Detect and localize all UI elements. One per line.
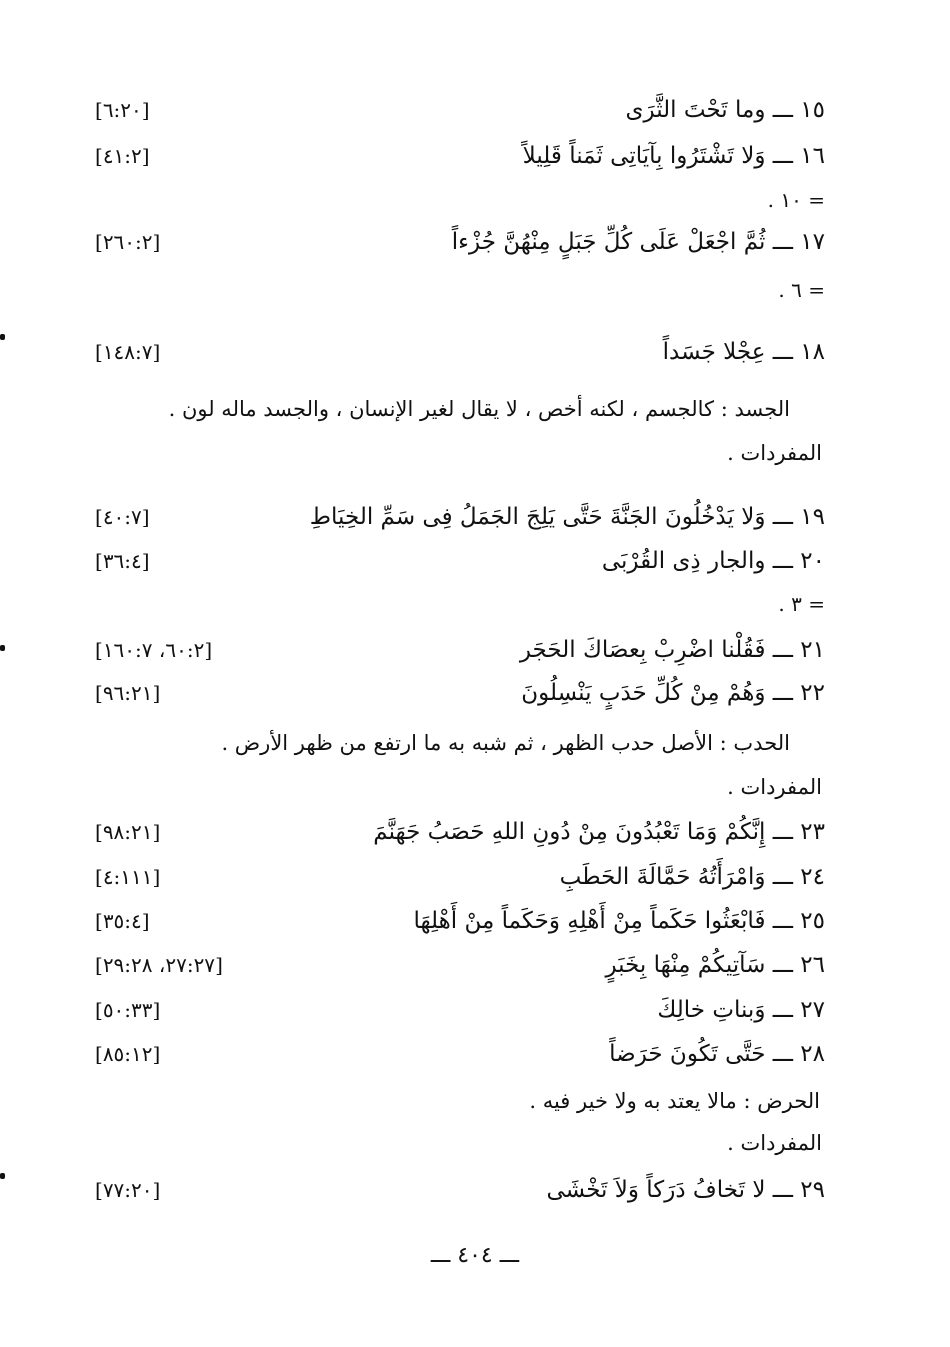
verse-text: ٢٢ ـــ وَهُمْ مِنْ كُلِّ حَدَبٍ يَنْسِلُونَ xyxy=(521,680,825,706)
verse-text: ١٧ ـــ ثُمَّ اجْعَلْ عَلَى كُلِّ جَبَلٍ مِنْهُنَّ جُزْءاً xyxy=(451,229,825,255)
scan-edge-mark xyxy=(0,334,5,340)
verse-reference: [٩٨:٢١] xyxy=(95,820,161,844)
verse-reference: [٤١:٢] xyxy=(95,144,150,168)
verse-reference: [٦:٢٠] xyxy=(95,98,150,122)
verse-text: ١٥ ـــ وما تَحْتَ الثَّرَى xyxy=(625,97,825,123)
verse-text: ٢٨ ـــ حَتَّى تَكُونَ حَرَضاً xyxy=(609,1041,825,1067)
definition-jasad: الجسد : كالجسم ، لكنه أخص ، لا يقال لغير الإنسان ، والجسد ماله لون . xyxy=(168,397,790,421)
verse-text: ٢٥ ـــ فَابْعَثُوا حَكَماً مِنْ أَهْلِهِ وَحَكَماً مِنْ أَهْلِهَا xyxy=(413,908,825,934)
source-note: المفردات . xyxy=(727,775,822,799)
verse-entry-28 xyxy=(95,1034,825,1074)
verse-entry-29 xyxy=(95,1170,825,1210)
verse-text: ١٦ ـــ وَلا تَشْتَرُوا بِآيَاتِى ثَمَناً قَلِيلاً xyxy=(522,143,825,169)
verse-reference: [٥٠:٣٣] xyxy=(95,998,161,1022)
verse-text: ٢٧ ـــ وَبناتِ خالِكَ xyxy=(657,997,825,1023)
verse-text: ٢١ ـــ فَقُلْنا اضْرِبْ بِعصَاكَ الحَجَر xyxy=(519,637,825,663)
verse-reference: [٤٠:٧] xyxy=(95,505,150,529)
verse-text: ١٩ ـــ وَلا يَدْخُلُونَ الجَنَّةَ حَتَّى يَلِجَ الجَمَلُ فِى سَمِّ الخِيَاطِ xyxy=(309,504,825,530)
verse-text: ٢٣ ـــ إِنَّكُمْ وَمَا تَعْبُدُونَ مِنْ دُونِ اللهِ حَصَبُ جَهَنَّمَ xyxy=(373,819,825,845)
definition-hadab: الحدب : الأصل حدب الظهر ، ثم شبه به ما ارتفع من ظهر الأرض . xyxy=(221,731,790,755)
verse-entry-20 xyxy=(95,541,825,581)
verse-entry-18 xyxy=(95,332,825,372)
verse-reference: [٣٦:٤] xyxy=(95,549,150,573)
verse-reference: [٦٠:٢، ١٦٠:٧] xyxy=(95,638,213,662)
verse-reference: [٢٦٠:٢] xyxy=(95,230,161,254)
scan-edge-mark xyxy=(0,1173,5,1179)
verse-entry-21 xyxy=(95,630,825,670)
verse-entry-24 xyxy=(95,857,825,897)
verse-entry-26 xyxy=(95,945,825,985)
verse-entry-27 xyxy=(95,990,825,1030)
equals-line: = ٦ . xyxy=(778,278,825,302)
verse-entry-16 xyxy=(95,136,825,176)
verse-reference: [٢٧:٢٧، ٢٩:٢٨] xyxy=(95,953,223,977)
verse-entry-17 xyxy=(95,222,825,262)
equals-line: = ٣ . xyxy=(778,592,825,616)
verse-reference: [٩٦:٢١] xyxy=(95,681,161,705)
verse-text: ٢٠ ـــ والجار ذِى القُرْبَى xyxy=(601,548,825,574)
verse-entry-19 xyxy=(95,497,825,537)
equals-line: = ١٠ . xyxy=(767,188,825,212)
page-number: ـــ ٤٠٤ ـــ xyxy=(430,1243,520,1268)
verse-entry-23 xyxy=(95,812,825,852)
verse-entry-15 xyxy=(95,90,825,130)
verse-entry-22 xyxy=(95,673,825,713)
verse-text: ٢٩ ـــ لا تَخافُ دَرَكاً وَلاَ تَخْشَى xyxy=(546,1177,825,1203)
verse-reference: [٣٥:٤] xyxy=(95,909,150,933)
source-note: المفردات . xyxy=(727,441,822,465)
verse-reference: [٧٧:٢٠] xyxy=(95,1178,161,1202)
verse-text: ٢٦ ـــ سَآتِيكُمْ مِنْهَا بِخَبَرٍ xyxy=(605,952,825,978)
verse-reference: [٤:١١١] xyxy=(95,865,161,889)
verse-reference: [١٤٨:٧] xyxy=(95,340,161,364)
verse-reference: [٨٥:١٢] xyxy=(95,1042,161,1066)
verse-text: ١٨ ـــ عِجْلا جَسَداً xyxy=(662,339,825,365)
source-note: المفردات . xyxy=(727,1131,822,1155)
verse-text: ٢٤ ـــ وَامْرَأَتُهُ حَمَّالَةَ الحَطَبِ xyxy=(559,864,825,890)
scan-edge-mark xyxy=(0,645,5,651)
verse-entry-25 xyxy=(95,901,825,941)
definition-harad: الحرض : مالا يعتد به ولا خير فيه . xyxy=(529,1089,820,1113)
